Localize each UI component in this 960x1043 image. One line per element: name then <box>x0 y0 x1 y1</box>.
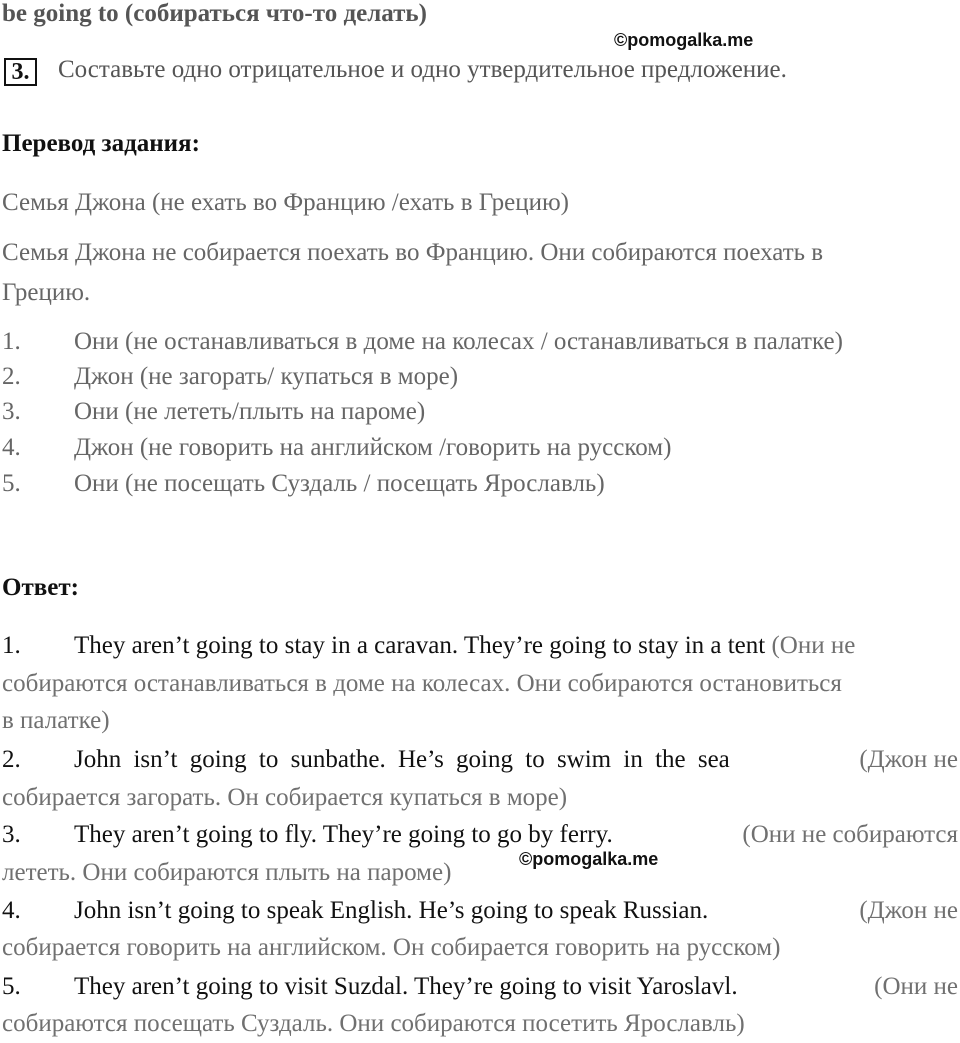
list-item-number: 5. <box>2 470 21 497</box>
answer-russian: (Джон не <box>859 746 958 773</box>
answer-item-5 <box>74 973 958 1001</box>
answer-heading: Ответ: <box>2 574 79 601</box>
watermark: ©pomogalka.me <box>519 849 659 869</box>
answer-english: They aren’t going to stay in a caravan. They’re going to stay in a tent <box>74 632 766 659</box>
translation-heading: Перевод задания: <box>2 130 200 157</box>
answer-number: 2. <box>2 746 21 773</box>
list-item: Джон (не говорить на английском /говорить на русском) <box>74 434 672 461</box>
answer-russian-cont: собирается говорить на английском. Он собирается говорить на русском) <box>2 934 781 961</box>
answer-russian-cont: в палатке) <box>2 707 110 734</box>
example-answer-line2: Грецию. <box>2 279 91 306</box>
answer-english: They aren’t going to fly. They’re going to go by ferry. <box>74 821 613 848</box>
list-item: Они (не останавливаться в доме на колесах / останавливаться в палатке) <box>74 328 843 355</box>
answer-russian-cont: собирается загорать. Он собирается купаться в море) <box>2 784 568 811</box>
answer-russian: (Они не собираются <box>742 821 958 848</box>
list-item-number: 4. <box>2 434 21 461</box>
answer-item-2 <box>74 746 958 774</box>
example-answer-line1: Семья Джона не собирается поехать во Францию. Они собираются поехать в <box>2 239 824 266</box>
example-prompt: Семья Джона (не ехать во Францию /ехать в Грецию) <box>2 189 569 216</box>
answer-english: They aren’t going to visit Suzdal. They’re going to visit Yaroslavl. <box>74 973 738 1000</box>
answer-russian-cont: собираются останавливаться в доме на колесах. Они собираются остановиться <box>2 670 842 697</box>
answer-english: John isn’t going to speak English. He’s going to speak Russian. <box>74 897 709 924</box>
answer-number: 4. <box>2 897 21 924</box>
answer-item-4 <box>74 897 958 925</box>
page-title: be going to (собираться что-то делать) <box>2 0 427 27</box>
list-item: Джон (не загорать/ купаться в море) <box>74 363 459 390</box>
answer-item-1 <box>74 632 855 660</box>
answer-russian-cont: собираются посещать Суздаль. Они собираются посетить Ярославль) <box>2 1010 745 1037</box>
list-item: Они (не посещать Суздаль / посещать Ярославль) <box>74 470 605 497</box>
answer-russian: (Они не <box>771 632 856 659</box>
list-item: Они (не лететь/плыть на пароме) <box>74 398 426 425</box>
list-item-number: 3. <box>2 398 21 425</box>
answer-number: 5. <box>2 973 21 1000</box>
answer-russian: (Джон не <box>859 897 958 924</box>
answer-number: 1. <box>2 632 21 659</box>
answer-russian: (Они не <box>874 973 958 1000</box>
answer-english: John isn’t going to sunbathe. He’s going to swim in the sea <box>74 746 730 773</box>
list-item-number: 1. <box>2 328 21 355</box>
list-item-number: 2. <box>2 363 21 390</box>
watermark: ©pomogalka.me <box>614 30 754 50</box>
answer-number: 3. <box>2 821 21 848</box>
task-number-box: 3. <box>4 58 37 86</box>
answer-item-3 <box>74 821 958 849</box>
answer-russian-cont: лететь. Они собираются плыть на пароме) <box>2 859 452 886</box>
task-instruction: Составьте одно отрицательное и одно утвердительное предложение. <box>58 56 787 83</box>
